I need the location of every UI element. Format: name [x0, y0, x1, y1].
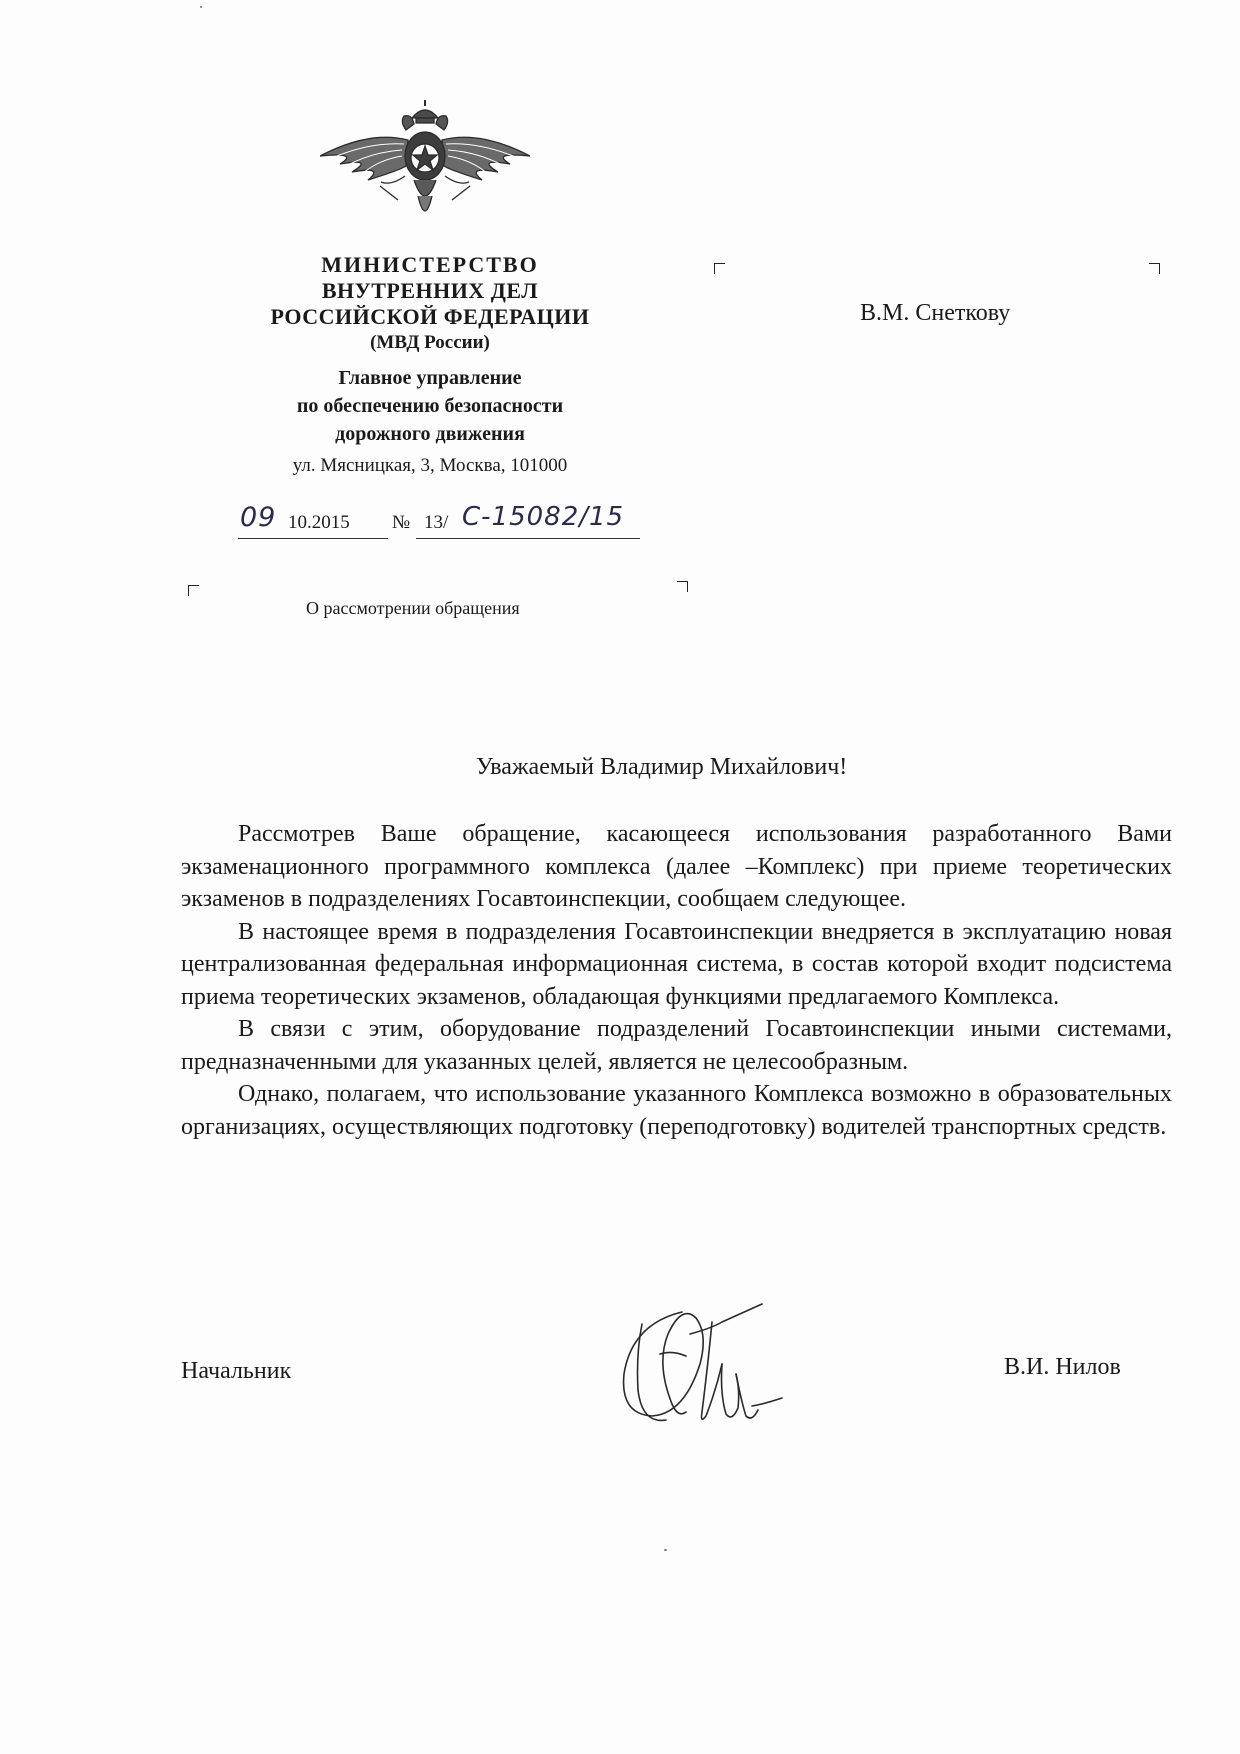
- body-paragraph-4: Однако, полагаем, что использование указанного Комплекса возможно в образовательных организациях, осуществляющих подготовку (переподготовку) водителей транспортных средств.: [181, 1081, 1172, 1140]
- org-short-name: (МВД России): [370, 332, 490, 353]
- dept-name-line-3: дорожного движения: [335, 423, 525, 445]
- org-name-line-2: ВНУТРЕННИХ ДЕЛ: [321, 278, 539, 303]
- letter-number: [416, 500, 640, 539]
- date-handwritten: 09: [240, 502, 277, 533]
- body-paragraph-3: В связи с этим, оборудование подразделений Госавтоинспекции иными системами, предназначенными для указанных целей, является не целесообразным.: [181, 1016, 1172, 1075]
- dept-name-line-2: по обеспечению безопасности: [296, 395, 564, 417]
- org-name-line-1: МИНИСТЕРСТВО: [321, 252, 539, 277]
- addressee: В.М. Снеткову: [860, 300, 1011, 326]
- body-paragraph-2: В настоящее время в подразделения Госавтоинспекции внедряется в эксплуатацию новая централизованная федеральная информационная система, в состав которой входит подсистема приема теоретических экзаменов, обладающая функциями предлагаемого Комплекса.: [181, 918, 1172, 1010]
- addressee-corner-top-left: [714, 263, 725, 274]
- scan-speck: [664, 1549, 667, 1551]
- signer-position: Начальник: [181, 1358, 292, 1384]
- date-printed: 10.2015: [288, 512, 350, 533]
- number-sign: №: [392, 512, 411, 533]
- signature-icon: [612, 1294, 812, 1444]
- letter-date: [238, 500, 388, 539]
- scan-speck: [200, 6, 202, 8]
- registration-line: [230, 500, 650, 544]
- letter-subject: О рассмотрении обращения: [306, 598, 520, 618]
- subject-corner-top-left: [188, 585, 199, 596]
- body-paragraph-1: Рассмотрев Ваше обращение, касающееся использования разработанного Вами экзаменационного программного комплекса (далее –Комплекс) при приеме теоретических экзаменов в подразделениях Госавтоинспекции, сообщаем следующее.: [181, 821, 1172, 912]
- org-name-line-3: РОССИЙСКОЙ ФЕДЕРАЦИИ: [270, 304, 590, 329]
- mvd-emblem-icon: [320, 100, 530, 230]
- salutation: Уважаемый Владимир Михайлович!: [476, 754, 848, 780]
- org-address: ул. Мясницкая, 3, Москва, 101000: [292, 455, 568, 476]
- number-printed: 13/: [424, 512, 449, 533]
- addressee-corner-top-right: [1149, 263, 1160, 274]
- letterhead: [240, 252, 620, 480]
- number-handwritten: С-15082/15: [462, 502, 625, 532]
- dept-name-line-1: Главное управление: [338, 367, 522, 389]
- letter-body: [181, 818, 1172, 1143]
- signer-name: В.И. Нилов: [1004, 1354, 1121, 1380]
- subject-corner-top-right: [677, 581, 688, 592]
